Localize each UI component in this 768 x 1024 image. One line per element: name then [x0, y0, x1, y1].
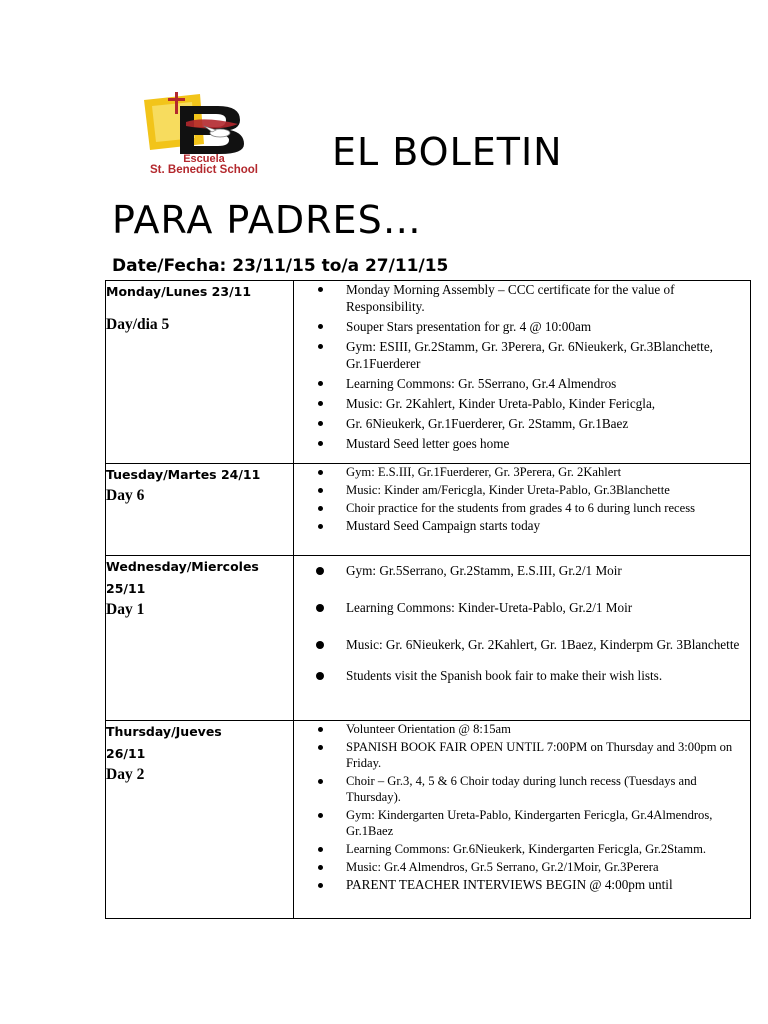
event-item: Mustard Seed Campaign starts today — [294, 518, 750, 534]
school-logo — [108, 92, 300, 178]
day-name: Tuesday/Martes 24/11 — [106, 467, 261, 482]
event-item: Monday Morning Assembly – CCC certificate for the value of Responsibility. — [294, 281, 750, 316]
bullet-icon — [318, 287, 323, 292]
event-item: Music: Gr. 6Nieukerk, Gr. 2Kahlert, Gr. 1Baez, Kinderpm Gr. 3Blanchette — [294, 634, 750, 656]
schedule-row-monday — [106, 281, 751, 464]
bullet-icon — [316, 641, 324, 649]
schedule-row-tuesday — [106, 464, 751, 556]
weekly-schedule-table — [105, 280, 751, 919]
event-item: PARENT TEACHER INTERVIEWS BEGIN @ 4:00pm until — [294, 877, 750, 893]
logo-school-name: St. Benedict School — [150, 164, 258, 176]
event-list — [294, 721, 750, 893]
event-item: Mustard Seed letter goes home — [294, 435, 750, 452]
event-item: Choir – Gr.3, 4, 5 & 6 Choir today during lunch recess (Tuesdays and Thursday). — [294, 773, 750, 805]
event-item: Souper Stars presentation for gr. 4 @ 10:00am — [294, 318, 750, 335]
event-item: Learning Commons: Gr.6Nieukerk, Kindergarten Fericgla, Gr.2Stamm. — [294, 841, 750, 857]
bullet-icon — [318, 506, 323, 511]
schedule-row-thursday — [106, 721, 751, 919]
bullet-icon — [318, 381, 323, 386]
newsletter-title: EL BOLETIN — [332, 130, 563, 174]
bullet-icon — [318, 813, 323, 818]
events-cell — [294, 281, 751, 464]
logo-emblem — [108, 92, 300, 154]
bullet-icon — [318, 865, 323, 870]
event-item: Music: Gr.4 Almendros, Gr.5 Serrano, Gr.2/1Moir, Gr.3Perera — [294, 859, 750, 875]
schedule-row-wednesday — [106, 556, 751, 721]
event-item: Volunteer Orientation @ 8:15am — [294, 721, 750, 737]
logo-line-escuela: Escuela — [183, 153, 225, 165]
bullet-icon — [316, 604, 324, 612]
day-name: Wednesday/Miercoles 25/11 — [106, 559, 259, 596]
event-item: Music: Gr. 2Kahlert, Kinder Ureta-Pablo, Kinder Fericgla, — [294, 395, 750, 412]
event-item: Choir practice for the students from grades 4 to 6 during lunch recess — [294, 500, 750, 516]
bullet-icon — [318, 324, 323, 329]
event-list — [294, 464, 750, 534]
day-number: Day 2 — [106, 766, 145, 783]
events-cell — [294, 464, 751, 556]
bullet-icon — [318, 488, 323, 493]
bullet-icon — [316, 567, 324, 575]
day-name: Thursday/Jueves 26/11 — [106, 724, 222, 761]
day-cell — [106, 281, 294, 464]
bullet-icon — [318, 745, 323, 750]
day-cell — [106, 556, 294, 721]
event-item: SPANISH BOOK FAIR OPEN UNTIL 7:00PM on Thursday and 3:00pm on Friday. — [294, 739, 750, 771]
events-cell — [294, 721, 751, 919]
bullet-icon — [318, 847, 323, 852]
day-name: Monday/Lunes 23/11 — [106, 284, 252, 299]
event-item: Learning Commons: Gr. 5Serrano, Gr.4 Almendros — [294, 375, 750, 392]
bullet-icon — [318, 470, 323, 475]
event-item: Gr. 6Nieukerk, Gr.1Fuerderer, Gr. 2Stamm, Gr.1Baez — [294, 415, 750, 432]
bullet-icon — [316, 672, 324, 680]
bullet-icon — [318, 344, 323, 349]
bullet-icon — [318, 727, 323, 732]
day-cell — [106, 721, 294, 919]
event-item: Gym: Kindergarten Ureta-Pablo, Kindergarten Fericgla, Gr.4Almendros, Gr.1Baez — [294, 807, 750, 839]
bullet-icon — [318, 401, 323, 406]
event-list — [294, 281, 750, 452]
event-item: Students visit the Spanish book fair to make their wish lists. — [294, 665, 750, 687]
bullet-icon — [318, 441, 323, 446]
day-number: Day 6 — [106, 487, 145, 504]
event-item: Gym: ESIII, Gr.2Stamm, Gr. 3Perera, Gr. 6Nieukerk, Gr.3Blanchette, Gr.1Fuerderer — [294, 338, 750, 373]
bullet-icon — [318, 524, 323, 529]
newsletter-subtitle: PARA PADRES… — [112, 198, 422, 242]
day-number: Day 1 — [106, 601, 145, 618]
event-item: Learning Commons: Kinder-Ureta-Pablo, Gr.2/1 Moir — [294, 597, 750, 619]
bullet-icon — [318, 883, 323, 888]
event-item: Gym: Gr.5Serrano, Gr.2Stamm, E.S.III, Gr.2/1 Moir — [294, 560, 750, 582]
date-range: Date/Fecha: 23/11/15 to/a 27/11/15 — [112, 256, 449, 276]
event-list — [294, 556, 750, 687]
event-item: Music: Kinder am/Fericgla, Kinder Ureta-Pablo, Gr.3Blanchette — [294, 482, 750, 498]
event-item: Gym: E.S.III, Gr.1Fuerderer, Gr. 3Perera, Gr. 2Kahlert — [294, 464, 750, 480]
events-cell — [294, 556, 751, 721]
bullet-icon — [318, 421, 323, 426]
day-number: Day/dia 5 — [106, 316, 170, 333]
day-cell — [106, 464, 294, 556]
bullet-icon — [318, 779, 323, 784]
